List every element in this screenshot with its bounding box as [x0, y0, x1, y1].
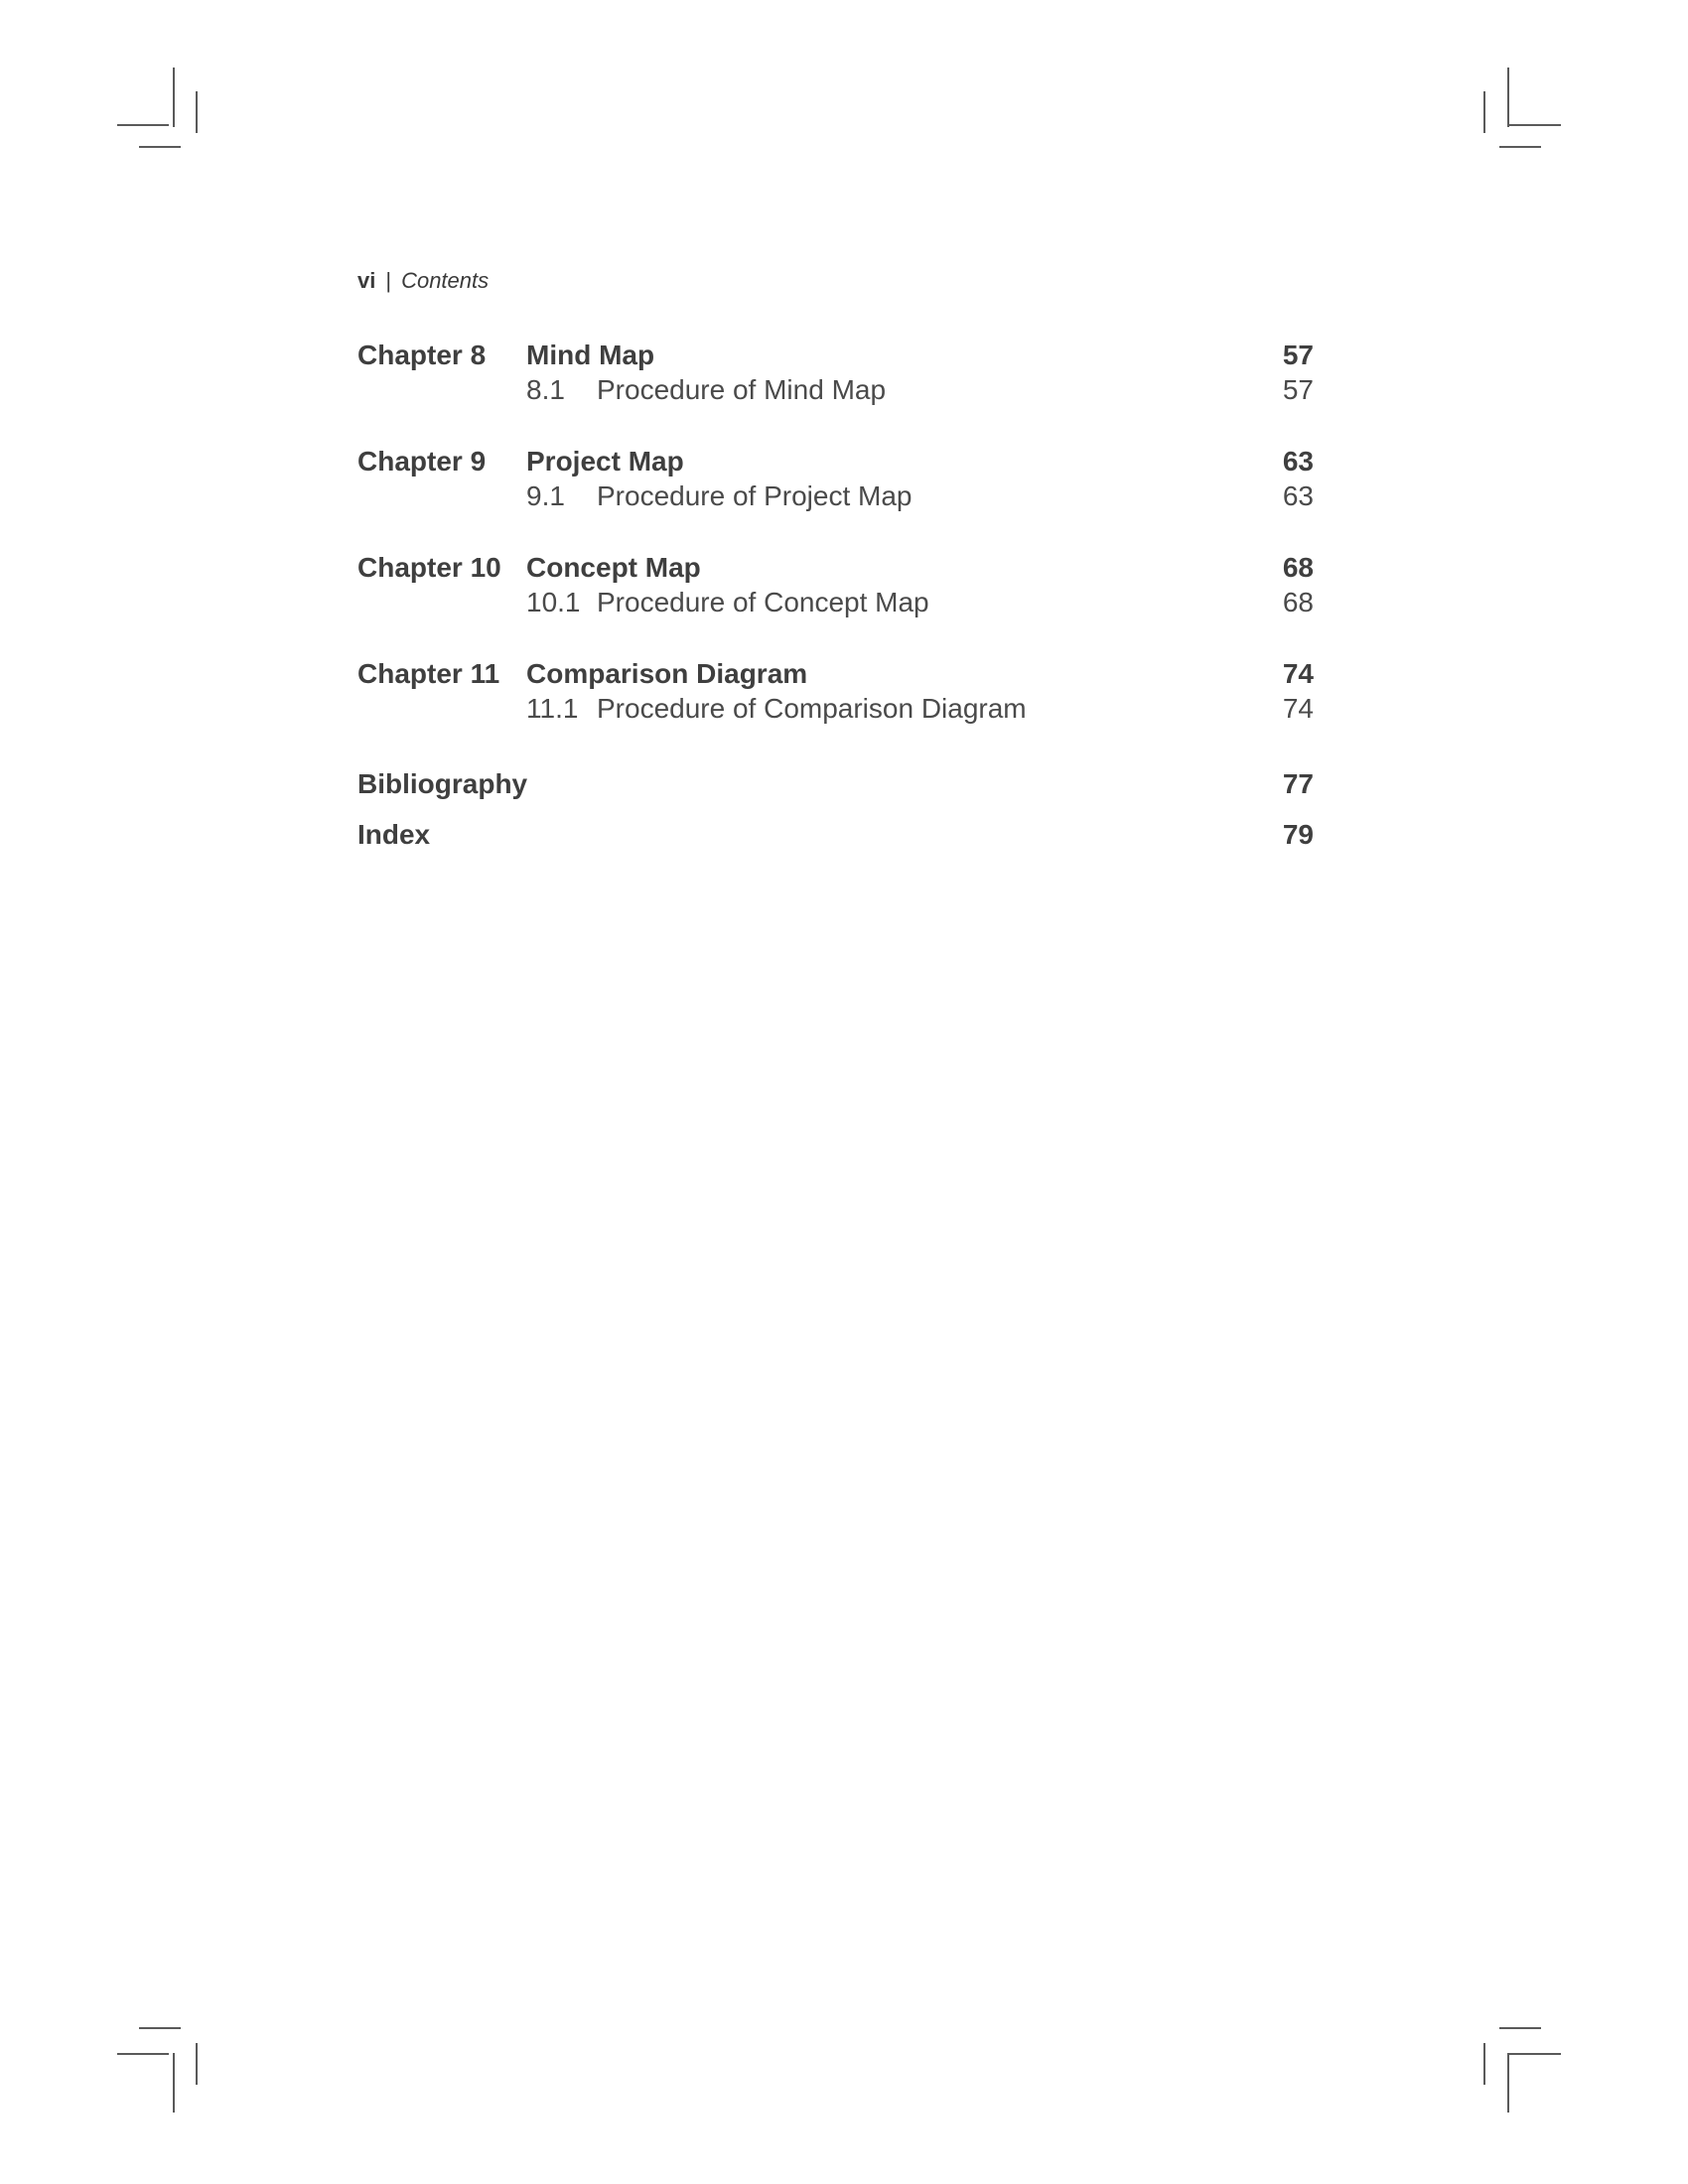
- chapter-title: Concept Map: [526, 552, 701, 583]
- toc-chapter-row[interactable]: [357, 656, 1314, 691]
- section-title: Procedure of Concept Map: [597, 587, 929, 617]
- chapter-label: Chapter 10: [357, 552, 501, 583]
- table-of-contents: [357, 338, 1314, 762]
- toc-chapter-9: [357, 444, 1314, 513]
- header-separator: |: [385, 268, 392, 293]
- crop-mark-top-right-h1: [1509, 124, 1561, 126]
- crop-mark-bottom-left-h1: [139, 2027, 181, 2029]
- page-folio: vi: [357, 268, 376, 293]
- toc-back-matter-row[interactable]: [357, 817, 1314, 852]
- toc-chapter-10: [357, 550, 1314, 619]
- toc-chapter-8: [357, 338, 1314, 407]
- header-section-title: Contents: [401, 268, 490, 293]
- section-page-number: 68: [1282, 587, 1314, 617]
- toc-chapter-row[interactable]: [357, 550, 1314, 585]
- toc-chapter-row[interactable]: [357, 444, 1314, 478]
- crop-mark-bottom-left-v1: [196, 2043, 198, 2085]
- chapter-label: Chapter 9: [357, 446, 487, 477]
- back-matter-title: Bibliography: [357, 768, 528, 799]
- chapter-title: Project Map: [526, 446, 684, 477]
- crop-mark-top-right-v2: [1483, 91, 1485, 133]
- chapter-label: Chapter 11: [357, 658, 500, 689]
- toc-section-row[interactable]: [357, 478, 1314, 513]
- section-number: 10.1: [526, 587, 581, 617]
- toc-section-row[interactable]: [357, 691, 1314, 726]
- chapter-label: Chapter 8: [357, 340, 487, 370]
- crop-mark-bottom-right-v2: [1507, 2053, 1509, 2113]
- section-title: Procedure of Project Map: [597, 480, 913, 511]
- chapter-page-number: 63: [1282, 446, 1314, 477]
- section-number: 8.1: [526, 374, 565, 405]
- section-title: Procedure of Mind Map: [597, 374, 887, 405]
- back-matter-page-number: 77: [1282, 768, 1314, 799]
- toc-chapter-row[interactable]: [357, 338, 1314, 372]
- crop-mark-bottom-right-h1: [1499, 2027, 1541, 2029]
- crop-mark-bottom-right-v1: [1483, 2043, 1485, 2085]
- section-title: Procedure of Comparison Diagram: [597, 693, 1027, 724]
- section-page-number: 74: [1282, 693, 1314, 724]
- crop-mark-top-left-v1: [173, 68, 175, 127]
- chapter-title: Mind Map: [526, 340, 655, 370]
- section-number: 9.1: [526, 480, 565, 511]
- chapter-title: Comparison Diagram: [526, 658, 808, 689]
- crop-mark-top-right-v1: [1507, 68, 1509, 127]
- toc-back-matter-row[interactable]: [357, 766, 1314, 801]
- back-matter-title: Index: [357, 819, 431, 850]
- toc-back-matter-bibliography: [357, 766, 1314, 801]
- chapter-page-number: 74: [1282, 658, 1314, 689]
- section-page-number: 63: [1282, 480, 1314, 511]
- toc-chapter-11: [357, 656, 1314, 726]
- crop-mark-top-left-h1: [117, 124, 169, 126]
- crop-mark-top-left-h2: [139, 146, 181, 148]
- crop-mark-bottom-left-v2: [173, 2053, 175, 2113]
- section-number: 11.1: [526, 693, 579, 724]
- crop-mark-bottom-right-h2: [1509, 2053, 1561, 2055]
- crop-mark-bottom-left-h2: [117, 2053, 169, 2055]
- toc-section-row[interactable]: [357, 372, 1314, 407]
- toc-section-row[interactable]: [357, 585, 1314, 619]
- crop-mark-top-left-v2: [196, 91, 198, 133]
- crop-mark-top-right-h2: [1499, 146, 1541, 148]
- section-page-number: 57: [1282, 374, 1314, 405]
- chapter-page-number: 57: [1282, 340, 1314, 370]
- toc-back-matter-index: [357, 817, 1314, 852]
- chapter-page-number: 68: [1282, 552, 1314, 583]
- back-matter-page-number: 79: [1282, 819, 1314, 850]
- running-header: [357, 268, 489, 294]
